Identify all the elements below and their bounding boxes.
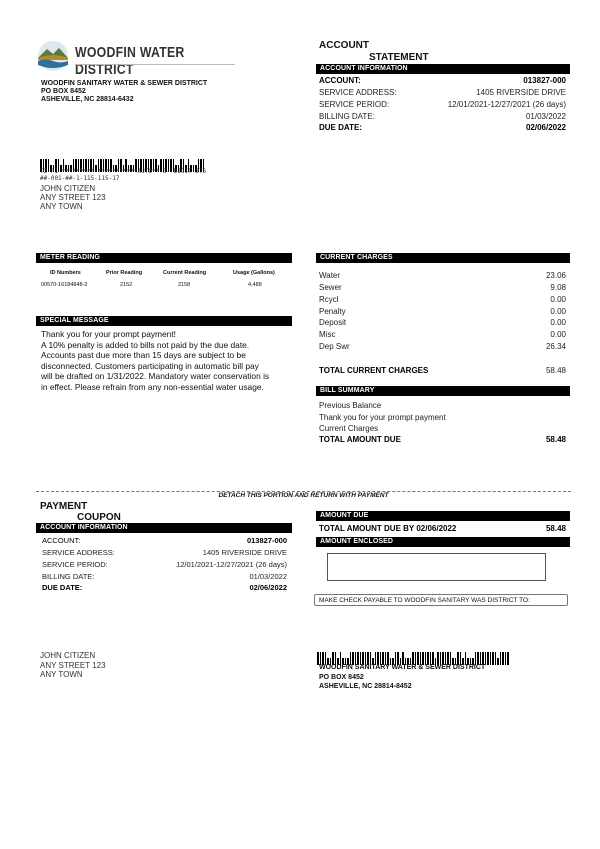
logo-text: WOODFIN WATER DISTRICT <box>75 44 185 78</box>
barcode-bar <box>505 652 507 665</box>
amount-due-header: AMOUNT DUE <box>316 511 570 521</box>
mail-block: T2 P1 *********************AUTO** 3- DIGIT 276 ##-001-##-1-115-115-17 <box>40 168 207 182</box>
sender-line1: PO BOX 8452 <box>41 88 86 95</box>
table-row: 00570-16184848-2 2152 2158 4,488 <box>41 282 262 288</box>
postal-barcode <box>40 154 215 167</box>
amount-enclosed-input[interactable] <box>327 553 546 581</box>
barcode-bar <box>500 652 502 665</box>
barcode-bar <box>492 652 494 665</box>
coupon-title: PAYMENT COUPON <box>40 501 121 523</box>
statement-title: ACCOUNT STATEMENT <box>319 40 429 63</box>
meter-header-row: ID Numbers Prior Reading Current Reading Usage (Gallons) <box>50 270 275 276</box>
remit-address: WOODFIN SANITARY WATER & SEWER DISTRICT PO BOX 8452 ASHEVILLE, NC 28814-8452 <box>319 664 486 690</box>
special-message-header: SPECIAL MESSAGE <box>36 316 292 326</box>
account-info-header: ACCOUNT INFORMATION <box>316 64 570 74</box>
payable-note: MAKE CHECK PAYABLE TO WOODFIN SANITARY WAS DISTRICT TO: <box>314 594 568 606</box>
sender-line2: ASHEVILLE, NC 28814-6432 <box>41 96 134 103</box>
recipient-address: JOHN CITIZEN ANY STREET 123 ANY TOWN <box>40 184 106 211</box>
sender-address <box>41 80 207 104</box>
barcode-bar <box>497 658 499 665</box>
logo <box>33 38 238 78</box>
barcode-bar <box>487 652 489 665</box>
meter-reading-header: METER READING <box>36 253 292 263</box>
logo-mark-icon <box>35 40 71 72</box>
remit-barcode <box>317 647 522 660</box>
barcode-bar <box>502 652 504 665</box>
detach-text: DETACH THIS PORTION AND RETURN WITH PAYMENT <box>218 492 389 499</box>
current-charges-header: CURRENT CHARGES <box>316 253 570 263</box>
coupon-recipient-address: JOHN CITIZEN ANY STREET 123 ANY TOWN <box>40 651 106 679</box>
bill-summary-header: BILL SUMMARY <box>316 386 570 396</box>
special-message-body: Thank you for your prompt payment! A 10% penalty is added to bills not paid by the due date. Accounts past due more than 15 days are subject to be disconnected. Customers participating in automatic bill pay will be drafted on 1/31/2022. Mandatory water conservation is in effect. Please refrain from any non-essential water usage. <box>41 329 270 392</box>
barcode-bar <box>495 652 497 665</box>
amount-enclosed-header: AMOUNT ENCLOSED <box>316 537 570 547</box>
meter-table <box>36 270 292 292</box>
barcode-bar <box>490 652 492 665</box>
coupon-account-info-header: ACCOUNT INFORMATION <box>36 523 292 533</box>
barcode-bar <box>507 652 509 665</box>
sender-name: WOODFIN SANITARY WATER & SEWER DISTRICT <box>41 80 208 87</box>
